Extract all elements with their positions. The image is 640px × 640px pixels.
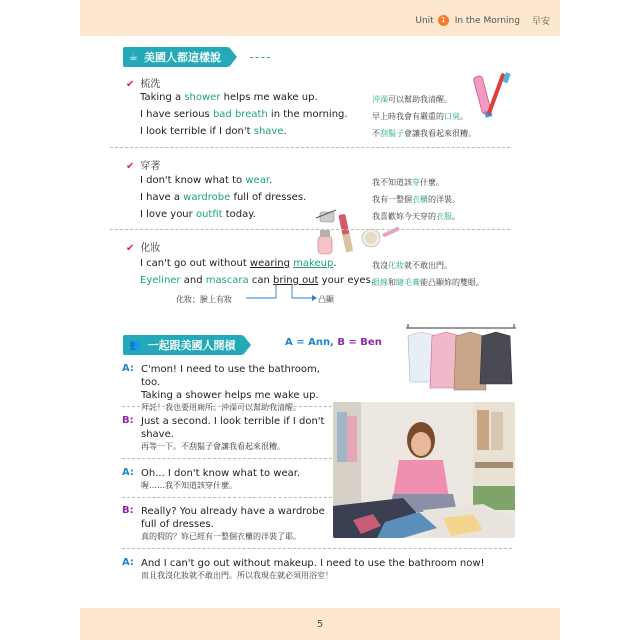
phrase-en: Eyeliner and mascara can bring out your eyes.	[140, 275, 374, 286]
dialogue-en: C'mon! I need to use the bathroom, too.	[141, 364, 320, 388]
dialogue-zh: 而且我沒化妝就不敢出門。所以我現在就必須用浴室！	[141, 571, 333, 580]
speaker-label: A:	[122, 363, 134, 374]
unit-title: In the Morning	[454, 15, 520, 26]
section1-rule	[250, 57, 270, 58]
category-makeup	[126, 239, 160, 254]
dialogue-en: full of dresses.	[141, 519, 214, 530]
phrase-zh: 沖澡可以幫助我清醒。	[372, 95, 452, 104]
phrase-en: I have serious bad breath in the morning.	[140, 109, 348, 120]
category-label: 穿著	[140, 161, 161, 172]
phrase-zh: 不刮鬍子會讓我看起來很糟。	[372, 129, 476, 138]
phrase-zh: 早上時我會有嚴重的口臭。	[372, 112, 468, 121]
coffee-cup-icon: ☕	[129, 51, 138, 63]
cast-a: A = Ann,	[285, 337, 334, 348]
dialogue-en: shave.	[141, 429, 174, 440]
dialogue-zh: 喔……我不知道該穿什麼。	[141, 481, 237, 490]
dialogue-divider	[122, 458, 332, 459]
phrase-zh: 我不知道該穿什麼。	[372, 178, 444, 187]
unit-title-zh: 早安	[531, 17, 550, 27]
section2-header	[123, 335, 243, 355]
check-icon: ✔	[126, 161, 135, 172]
toothbrush-icon	[472, 66, 512, 126]
check-icon: ✔	[126, 243, 135, 254]
clothes-rack-icon	[402, 322, 520, 394]
dialogue-line	[141, 467, 331, 492]
phrase-en: Taking a shower helps me wake up.	[140, 92, 318, 103]
dialogue-en: And I can't go out without makeup. I need to use the bathroom now!	[141, 558, 485, 569]
people-icon: 👥	[129, 339, 142, 351]
annotation-makeup: 化妝；臉上有妝	[176, 295, 232, 304]
phrase-zh: 我沒化妝就不敢出門。	[372, 261, 452, 270]
cast-b: B = Ben	[337, 337, 382, 348]
dialogue-en: Just a second. I look terrible if I don't	[141, 416, 325, 427]
dialogue-zh: 真的假的？妳已經有一整個衣櫃的洋裝了耶。	[141, 532, 301, 541]
check-icon: ✔	[126, 79, 135, 90]
dialogue-divider	[122, 406, 332, 407]
section2-title: 一起跟美國人開槓	[147, 339, 236, 352]
category-label: 化妝	[140, 243, 161, 254]
category-clothing	[126, 157, 160, 172]
woman-with-clothes-photo	[333, 402, 515, 538]
unit-word: Unit	[415, 15, 434, 26]
annotation-bring-out: 凸顯	[318, 295, 334, 304]
makeup-icon	[306, 208, 402, 258]
dialogue-zh: 再等一下。不刮鬍子會讓我看起來很糟。	[141, 442, 285, 451]
dialogue-en: Really? You already have a wardrobe	[141, 506, 325, 517]
phrase-en: I love your outfit today.	[140, 209, 256, 220]
page-number: 5	[316, 619, 324, 630]
dialogue-zh: 拜託！我也要用廁所。沖澡可以幫助我清醒。	[141, 403, 301, 412]
annotation-connector	[240, 284, 330, 304]
phrase-zh: 眼線和睫毛膏能凸顯妳的雙眼。	[372, 278, 484, 287]
dialogue-line	[141, 557, 521, 582]
speaker-label: B:	[122, 505, 134, 516]
phrase-en: I have a wardrobe full of dresses.	[140, 192, 307, 203]
dialogue-line	[141, 415, 331, 453]
speaker-label: A:	[122, 557, 134, 568]
dialogue-divider	[122, 548, 512, 549]
unit-label	[415, 14, 550, 27]
phrase-en: I can't go out without wearing makeup.	[140, 258, 337, 269]
category-divider	[110, 147, 510, 148]
section1-title: 美國人都這樣說	[143, 51, 221, 64]
dialogue-line	[141, 505, 331, 543]
phrase-zh: 我有一整個衣櫃的洋裝。	[372, 195, 460, 204]
unit-number-badge: 1	[438, 15, 449, 26]
dialogue-divider	[122, 497, 332, 498]
section1-header	[123, 47, 229, 67]
category-divider	[110, 229, 510, 230]
phrase-zh: 我喜歡妳今天穿的衣服。	[372, 212, 460, 221]
speaker-label: A:	[122, 467, 134, 478]
phrase-en: I don't know what to wear.	[140, 175, 273, 186]
phrase-en: I look terrible if I don't shave.	[140, 126, 287, 137]
cast-legend	[285, 337, 382, 348]
speaker-label: B:	[122, 415, 134, 426]
category-grooming	[126, 75, 160, 90]
category-label: 梳洗	[140, 79, 161, 90]
dialogue-en: Taking a shower helps me wake up.	[141, 390, 319, 401]
dialogue-en: Oh... I don't know what to wear.	[141, 468, 301, 479]
